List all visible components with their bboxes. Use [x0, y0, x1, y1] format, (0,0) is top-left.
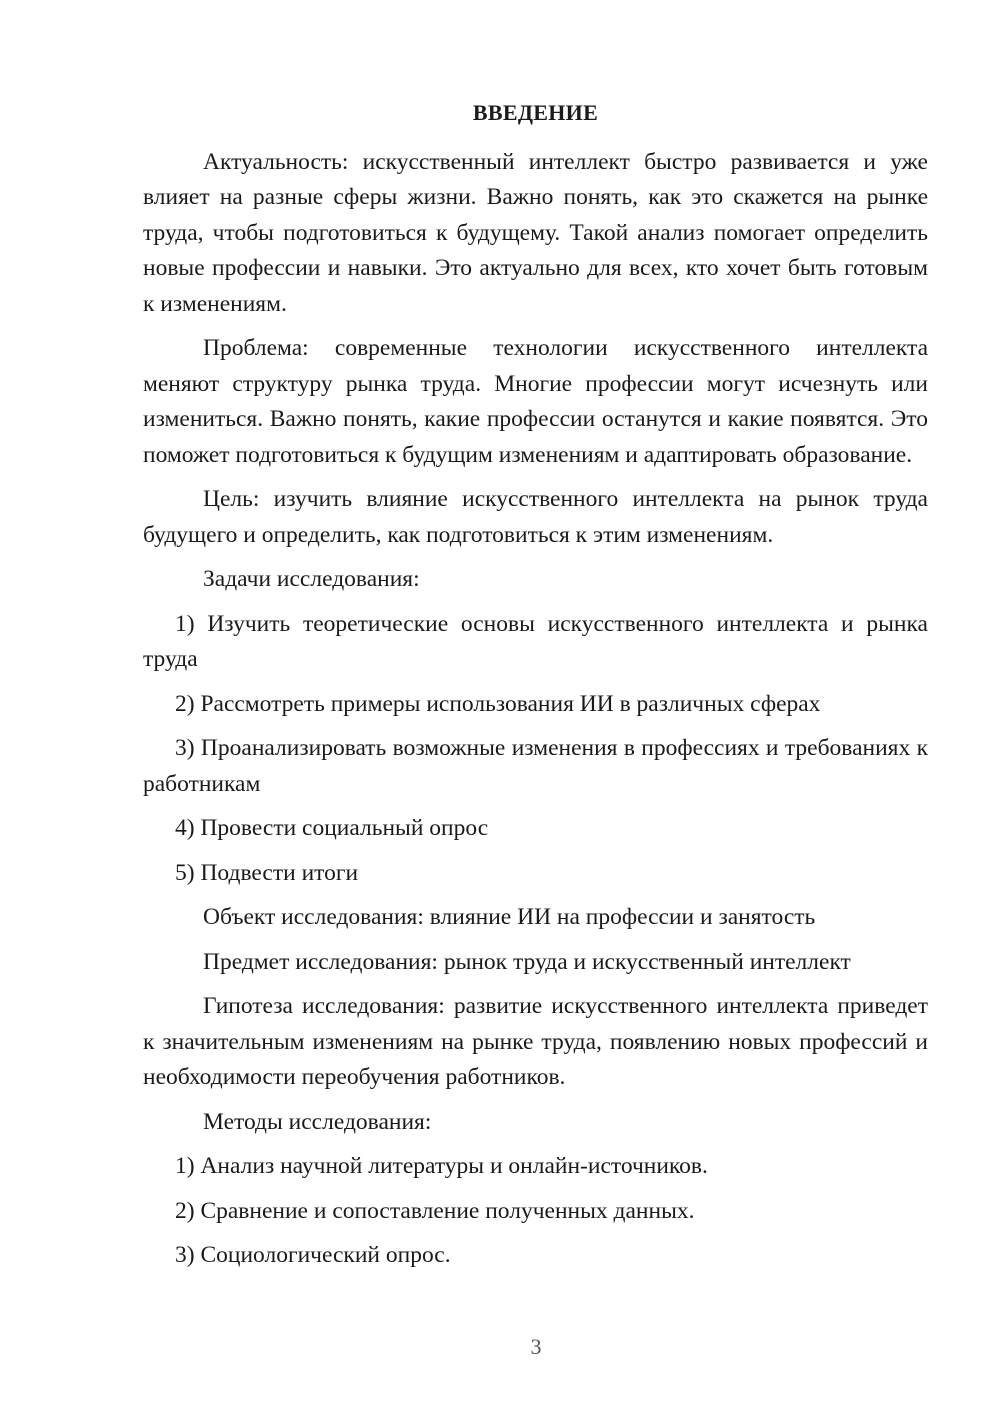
page-number: 3: [530, 1334, 542, 1359]
task-item-4: 4) Провести социальный опрос: [175, 815, 489, 841]
page-content: [143, 95, 928, 1283]
research-subject: Предмет исследования: рынок труда и искусственный интеллект: [203, 948, 851, 975]
hypothesis-paragraph: Гипотеза исследования: развитие искусственного интеллекта приведет к значительным изменениям на рынке труда, появлению новых профессий и необходимости переобучения работников.: [143, 993, 928, 1090]
method-item-3: 3) Социологический опрос.: [175, 1242, 451, 1268]
methods-heading: Методы исследования:: [203, 1108, 432, 1135]
tasks-heading: Задачи исследования:: [203, 566, 420, 592]
problem-paragraph: Проблема: современные технологии искусственного интеллекта меняют структуру рынка труда. Многие профессии могут исчезнуть или измениться. Важно понять, какие профессии останутся и какие появятся. Это поможет подготовиться к будущим изменениям и адаптировать образование.: [143, 335, 928, 468]
task-item-2: 2) Рассмотреть примеры использования ИИ в различных сферах: [175, 690, 821, 717]
method-item-1: 1) Анализ научной литературы и онлайн-источников.: [175, 1153, 708, 1179]
page-title: ВВЕДЕНИЕ: [472, 100, 599, 125]
task-item-5: 5) Подвести итоги: [175, 859, 359, 886]
research-object: Объект исследования: влияние ИИ на профессии и занятость: [203, 904, 816, 930]
method-item-2: 2) Сравнение и сопоставление полученных данных.: [175, 1197, 695, 1224]
task-item-3: 3) Проанализировать возможные изменения в профессиях и требованиях к работникам: [143, 735, 928, 797]
goal-paragraph: Цель: изучить влияние искусственного интеллекта на рынок труда будущего и определить, как подготовиться к этим изменениям.: [143, 486, 928, 548]
relevance-paragraph: Актуальность: искусственный интеллект быстро развивается и уже влияет на разные сферы жизни. Важно понять, как это скажется на рынке труда, чтобы подготовиться к будущему. Такой анализ помогает определить новые профессии и навыки. Это актуально для всех, кто хочет быть готовым к изменениям.: [143, 148, 928, 317]
task-item-1: 1) Изучить теоретические основы искусственного интеллекта и рынка труда: [143, 610, 928, 672]
